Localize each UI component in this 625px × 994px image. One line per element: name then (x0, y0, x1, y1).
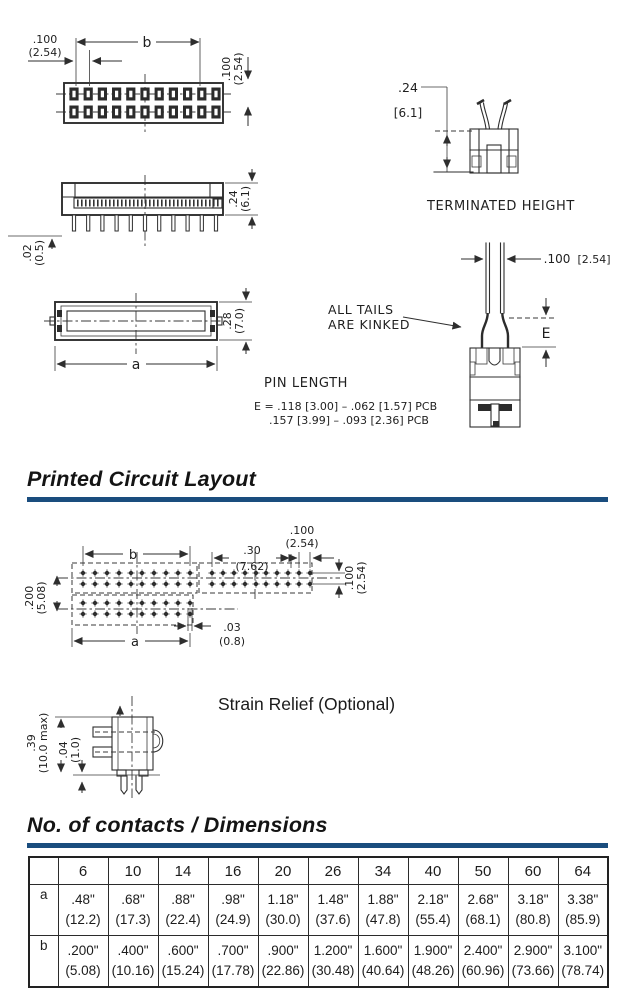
row-label: a (29, 885, 58, 936)
dim-cell (208, 885, 258, 936)
technical-drawings (0, 0, 625, 462)
svg-text:(1.0): (1.0) (69, 736, 82, 764)
top-view-drawing (28, 33, 248, 132)
contact-count-header: 10 (108, 857, 158, 885)
dim-cell (458, 885, 508, 936)
contact-count-header: 20 (258, 857, 308, 885)
pcb-dim-100t-mm: (2.54) (285, 537, 319, 550)
dim-mm: (78.74) (561, 963, 605, 978)
table-header-row (29, 857, 608, 885)
dim-in: .900" (267, 942, 299, 958)
contact-count-header: 64 (558, 857, 608, 885)
dim-cell (308, 885, 358, 936)
svg-text:(7.0): (7.0) (233, 307, 246, 335)
dim-cell (58, 936, 108, 988)
dim-in: 1.18" (267, 891, 299, 907)
dim-cell (458, 936, 508, 988)
dim-pitch-in: .100 (32, 33, 58, 46)
dim-mm: (80.8) (515, 912, 551, 927)
dim-cell (258, 936, 308, 988)
dim-in: 2.400" (463, 942, 503, 958)
contact-count-header: 60 (508, 857, 558, 885)
svg-text:.200: .200 (23, 585, 36, 611)
svg-text:(6.1): (6.1) (239, 185, 252, 213)
dim-cell (208, 936, 258, 988)
dim-mm: (37.6) (315, 912, 351, 927)
svg-text:.28: .28 (221, 312, 234, 330)
pcb-layout-drawing (0, 512, 625, 672)
terminated-height-drawing (394, 80, 575, 214)
dim-cell (358, 885, 408, 936)
pin-tails-drawing (254, 243, 611, 427)
dim-in: 1.600" (363, 942, 403, 958)
dim-in: 2.18" (417, 891, 449, 907)
dim-cell (158, 936, 208, 988)
dim-mm: (47.8) (365, 912, 401, 927)
dim-cell (558, 936, 608, 988)
dim-mm: (24.9) (215, 912, 251, 927)
dim-in: .88" (171, 891, 195, 907)
dim-pitch-mm: (2.54) (28, 46, 62, 59)
dim-mm: (12.2) (65, 912, 101, 927)
dim-standoff (21, 240, 46, 266)
dim-in: 3.100" (563, 942, 603, 958)
dim-cell (258, 885, 308, 936)
svg-text:.24: .24 (227, 190, 240, 208)
contact-count-header: 14 (158, 857, 208, 885)
tails-note-1: ALL TAILS (328, 302, 394, 317)
side-view-drawing (8, 169, 258, 266)
pcb-dim-30-mm: (7.62) (235, 560, 269, 573)
pcb-dim-03-in: .03 (223, 621, 241, 634)
dim-in: 3.38" (567, 891, 599, 907)
pin-length-title: PIN LENGTH (264, 376, 349, 391)
tails-pitch-mm: [2.54] (577, 253, 611, 266)
tails-note-2: ARE KINKED (328, 317, 411, 332)
dim-cell (108, 885, 158, 936)
dim-height (227, 186, 252, 212)
contacts-dimensions-table (28, 856, 609, 988)
section-heading-pcb-layout: Printed Circuit Layout (27, 467, 256, 491)
dim-in: 3.18" (517, 891, 549, 907)
tails-pitch-in: .100 (543, 252, 571, 266)
pcb-dim-03-mm: (0.8) (218, 635, 246, 648)
pcb-dim-a: a (131, 635, 139, 650)
strain-relief-caption: Strain Relief (Optional) (218, 694, 396, 714)
dim-mm: (60.96) (461, 963, 505, 978)
strain-dim-04 (57, 737, 82, 763)
corner-cell (29, 857, 58, 885)
dim-in: 1.48" (317, 891, 349, 907)
th-dim-in: .24 (398, 80, 418, 95)
dim-mm: (10.16) (111, 963, 155, 978)
dim-mm: (85.9) (565, 912, 601, 927)
pcb-dim-b: b (128, 548, 138, 563)
dim-cell (58, 885, 108, 936)
dim-in: .600" (167, 942, 199, 958)
svg-text:(10.0 max): (10.0 max) (37, 712, 50, 774)
pin-length-line1: E = .118 [3.00] – .062 [1.57] PCB (254, 400, 438, 413)
svg-text:(2.54): (2.54) (355, 561, 368, 595)
th-dim-mm: [6.1] (393, 106, 423, 120)
svg-text:(0.5): (0.5) (33, 239, 46, 267)
svg-text:.04: .04 (57, 741, 70, 759)
dim-mm: (68.1) (465, 912, 501, 927)
dim-mm: (22.86) (261, 963, 305, 978)
pcb-dim-100t-in: .100 (289, 524, 315, 537)
dim-cell (408, 936, 458, 988)
svg-text:.39: .39 (25, 734, 38, 752)
dim-cell (108, 936, 158, 988)
dim-in: .68" (121, 891, 145, 907)
svg-text:.100: .100 (220, 56, 233, 82)
dim-mm: (48.26) (411, 963, 455, 978)
dim-cell (358, 936, 408, 988)
dim-cell (408, 885, 458, 936)
dim-mm: (5.08) (65, 963, 101, 978)
dim-cell (508, 936, 558, 988)
contact-count-header: 6 (58, 857, 108, 885)
pin-length-line2: .157 [3.99] – .093 [2.36] PCB (269, 414, 429, 427)
dim-cell (308, 936, 358, 988)
dim-mm: (17.3) (115, 912, 151, 927)
dim-mm: (22.4) (165, 912, 201, 927)
dim-in: 1.900" (413, 942, 453, 958)
front-view-drawing (44, 288, 252, 373)
dim-mm: (55.4) (415, 912, 451, 927)
dim-b-label: b (142, 35, 152, 51)
dim-mm: (73.66) (511, 963, 555, 978)
contact-count-header: 40 (408, 857, 458, 885)
table-row-b (29, 936, 608, 988)
dim-mm: (15.24) (161, 963, 205, 978)
section-heading-contacts: No. of contacts / Dimensions (27, 813, 328, 837)
dim-mm: (30.0) (265, 912, 301, 927)
dim-mm: (30.48) (311, 963, 355, 978)
svg-text:(2.54): (2.54) (232, 52, 245, 86)
contact-count-header: 26 (308, 857, 358, 885)
strain-relief-drawing (15, 690, 215, 805)
contact-count-header: 34 (358, 857, 408, 885)
row-label: b (29, 936, 58, 988)
dim-in: 2.900" (513, 942, 553, 958)
dim-depth (221, 308, 246, 334)
dim-in: .48" (71, 891, 95, 907)
dim-in: 1.88" (367, 891, 399, 907)
dim-in: .98" (221, 891, 245, 907)
dim-in: 1.200" (313, 942, 353, 958)
dim-in: 2.68" (467, 891, 499, 907)
dim-cell (508, 885, 558, 936)
table-row-a (29, 885, 608, 936)
contact-count-header: 16 (208, 857, 258, 885)
svg-text:.100: .100 (343, 565, 356, 591)
svg-text:.02: .02 (21, 244, 34, 262)
dim-e-label: E (541, 326, 551, 342)
dim-in: .700" (217, 942, 249, 958)
dim-cell (558, 885, 608, 936)
contact-count-header: 50 (458, 857, 508, 885)
section-rule (27, 497, 608, 502)
pcb-dim-30-in: .30 (243, 544, 261, 557)
dim-a-label: a (131, 357, 141, 373)
th-caption: TERMINATED HEIGHT (427, 199, 575, 214)
dim-in: .400" (117, 942, 149, 958)
strain-dim-39 (25, 713, 50, 774)
dim-row-pitch (220, 52, 245, 85)
dim-cell (158, 885, 208, 936)
dim-mm: (40.64) (361, 963, 405, 978)
svg-text:(5.08): (5.08) (35, 581, 48, 615)
dim-mm: (17.78) (211, 963, 255, 978)
pcb-dim-200 (23, 581, 48, 614)
section-rule (27, 843, 608, 848)
dim-in: .200" (67, 942, 99, 958)
pcb-dim-100r (343, 561, 368, 594)
